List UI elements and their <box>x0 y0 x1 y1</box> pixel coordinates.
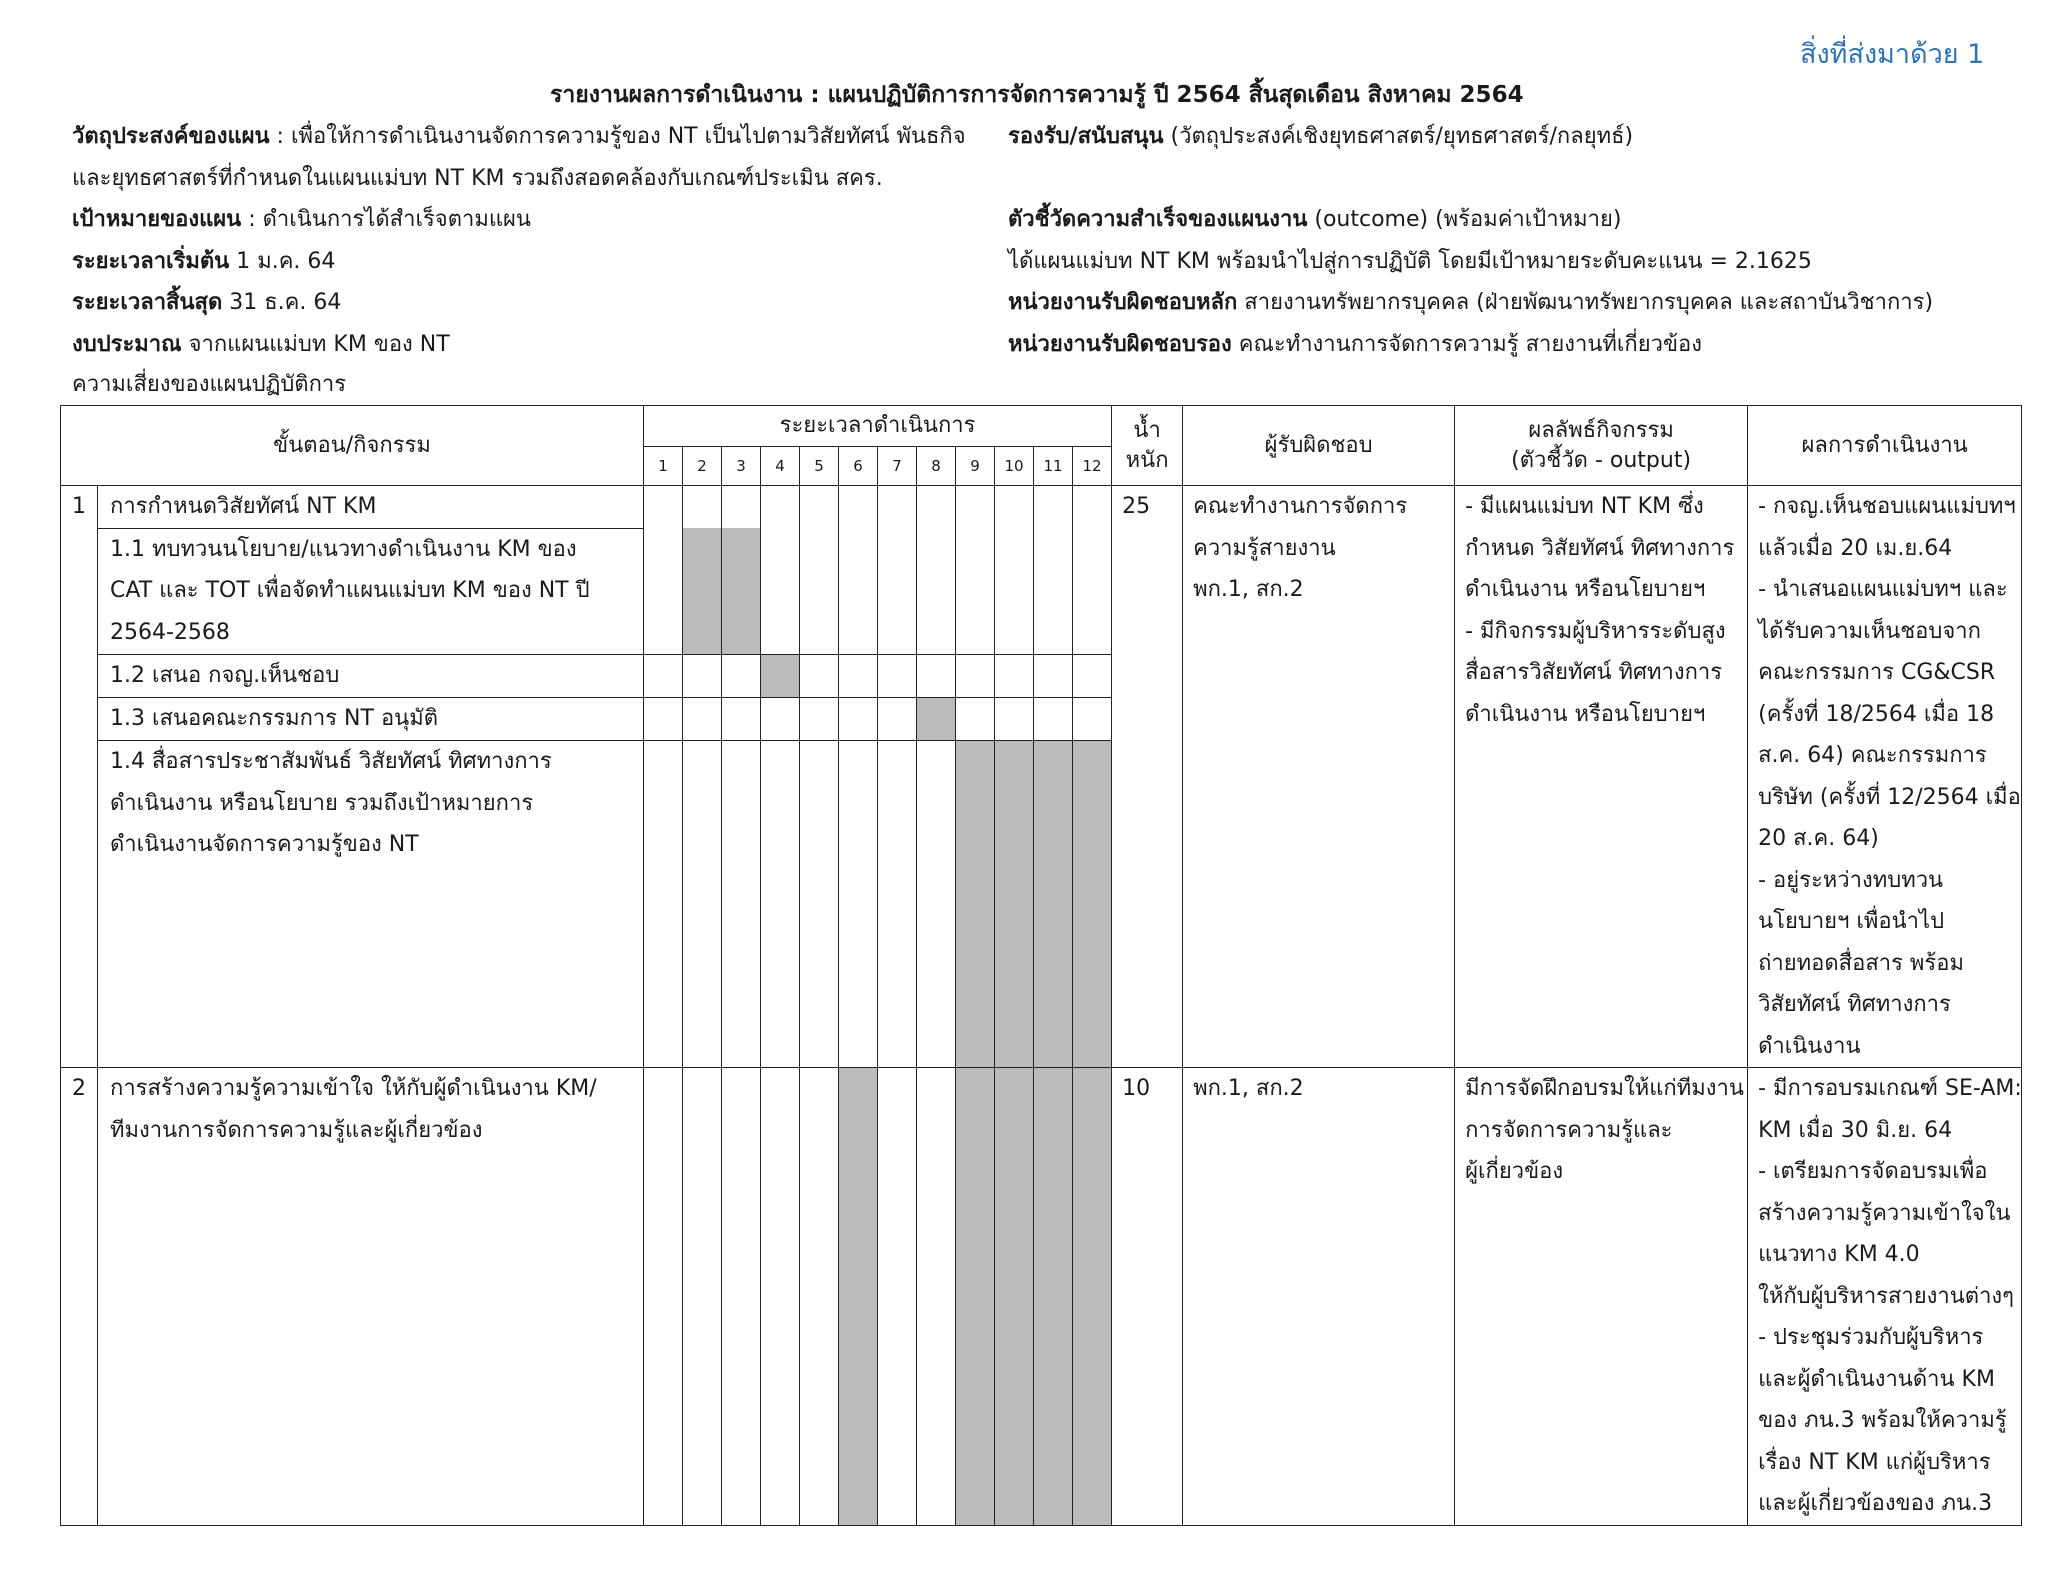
month-cell <box>956 486 995 529</box>
month-cell <box>761 741 800 1068</box>
result-line: แนวทาง KM 4.0 <box>1758 1242 1920 1267</box>
result-line: - เตรียมการจัดอบรมเพื่อ <box>1758 1159 1988 1184</box>
month-cell <box>1034 655 1073 698</box>
output-line: สื่อสารวิสัยทัศน์ ทิศทางการ <box>1465 660 1723 685</box>
owner-cell <box>1183 486 1455 1068</box>
budget-line <box>72 330 450 360</box>
output-line: ดำเนินงาน หรือนโยบายฯ <box>1465 577 1706 602</box>
month-cell <box>683 486 722 529</box>
page-title: รายงานผลการดำเนินงาน : แผนปฏิบัติการการจัดการความรู้ ปี 2564 สิ้นสุดเดือน สิงหาคม 2564 <box>550 82 1524 108</box>
result-cell <box>1748 486 2022 1068</box>
month-cell <box>878 1068 917 1526</box>
month-cell <box>839 698 878 741</box>
month-cell <box>917 741 956 1068</box>
month-cell-active <box>1034 1068 1073 1526</box>
budget-text: จากแผนแม่บท KM ของ NT <box>181 332 450 357</box>
month-cell <box>761 1068 800 1526</box>
result-line: (ครั้งที่ 18/2564 เมื่อ 18 <box>1758 701 1995 727</box>
budget-label: งบประมาณ <box>72 332 182 357</box>
month-cell <box>956 528 995 655</box>
col-weight-line-2: หนัก <box>1125 447 1169 473</box>
month-header: 10 <box>995 447 1034 486</box>
month-header: 4 <box>761 447 800 486</box>
result-line: - ประชุมร่วมกับผู้บริหาร <box>1758 1325 1984 1350</box>
month-cell <box>722 1068 761 1526</box>
output-line: - มีกิจกรรมผู้บริหารระดับสูง <box>1465 618 1726 644</box>
month-cell <box>995 655 1034 698</box>
month-cell-active <box>995 741 1034 1068</box>
result-line: คณะกรรมการ CG&CSR <box>1758 660 1996 685</box>
month-cell <box>878 486 917 529</box>
result-line: วิสัยทัศน์ ทิศทางการ <box>1758 992 1951 1017</box>
result-line: ถ่ายทอดสื่อสาร พร้อม <box>1758 950 1964 976</box>
support-label: รองรับ/สนับสนุน <box>1008 124 1164 149</box>
output-line: - มีแผนแม่บท NT KM ซึ่ง <box>1465 494 1704 519</box>
month-cell <box>683 655 722 698</box>
output-line: กำหนด วิสัยทัศน์ ทิศทางการ <box>1465 535 1735 561</box>
objective-line <box>72 122 966 152</box>
result-line: ส.ค. 64) คณะกรรมการ <box>1758 743 1987 768</box>
month-cell <box>644 655 683 698</box>
col-steps-header: ขั้นตอน/กิจกรรม <box>61 406 644 486</box>
result-line: ให้กับผู้บริหารสายงานต่างๆ <box>1758 1283 2014 1309</box>
month-cell <box>683 1068 722 1526</box>
main-unit-label: หน่วยงานรับผิดชอบหลัก <box>1008 290 1238 315</box>
weight-cell: 10 <box>1112 1068 1183 1526</box>
month-header: 1 <box>644 447 683 486</box>
month-cell <box>761 528 800 655</box>
month-cell-active <box>839 1068 878 1526</box>
month-cell-active <box>722 528 761 655</box>
end-line <box>72 288 341 318</box>
month-cell <box>1073 528 1112 655</box>
month-cell <box>1073 698 1112 741</box>
sub-unit-label: หน่วยงานรับผิดชอบรอง <box>1008 332 1232 357</box>
month-cell <box>800 486 839 529</box>
result-line: และผู้เกี่ยวข้องของ ภน.3 <box>1758 1491 1993 1516</box>
month-cell <box>1073 486 1112 529</box>
month-cell <box>1073 655 1112 698</box>
output-line: ผู้เกี่ยวข้อง <box>1465 1159 1564 1184</box>
month-cell <box>761 698 800 741</box>
month-cell <box>878 741 917 1068</box>
sub-activity-line: 1.1 ทบทวนนโยบาย/แนวทางดำเนินงาน KM ของ <box>110 536 577 562</box>
result-line: - กจญ.เห็นชอบแผนแม่บทฯ <box>1758 494 2016 519</box>
row-number: 2 <box>61 1068 98 1526</box>
sub-activity-cell <box>98 741 644 1068</box>
month-cell <box>800 741 839 1068</box>
result-line: 20 ส.ค. 64) <box>1758 826 1879 851</box>
month-header: 7 <box>878 447 917 486</box>
month-cell-active <box>995 1068 1034 1526</box>
result-line: - มีการอบรมเกณฑ์ SE-AM: <box>1758 1076 2022 1101</box>
month-cell <box>800 655 839 698</box>
end-text: 31 ธ.ค. 64 <box>222 290 342 315</box>
table-row <box>61 1068 2022 1526</box>
month-cell <box>917 1068 956 1526</box>
month-cell <box>800 698 839 741</box>
month-cell <box>839 655 878 698</box>
result-line: ของ ภน.3 พร้อมให้ความรู้ <box>1758 1408 2007 1433</box>
plan-table <box>60 405 2022 1526</box>
kpi-line <box>1008 205 1621 235</box>
start-text: 1 ม.ค. 64 <box>229 249 336 274</box>
sub-activity-cell: 1.2 เสนอ กจญ.เห็นชอบ <box>98 655 644 698</box>
output-cell <box>1455 486 1748 1068</box>
owner-line: ความรู้สายงาน <box>1193 535 1336 561</box>
owner-line: พก.1, สก.2 <box>1193 1076 1304 1101</box>
month-cell <box>917 486 956 529</box>
table-header-row <box>61 406 2022 447</box>
month-cell-active <box>956 1068 995 1526</box>
month-cell <box>917 528 956 655</box>
result-line: นโยบายฯ เพื่อนำไป <box>1758 909 1945 934</box>
month-cell <box>839 528 878 655</box>
month-cell <box>1034 528 1073 655</box>
sub-activity-line: ดำเนินงาน หรือนโยบาย รวมถึงเป้าหมายการ <box>110 790 534 816</box>
result-line: KM เมื่อ 30 มิ.ย. 64 <box>1758 1117 1953 1143</box>
month-cell-active <box>917 698 956 741</box>
result-line: ดำเนินงาน <box>1758 1033 1861 1059</box>
result-line: และผู้ดำเนินงานด้าน KM <box>1758 1366 1995 1392</box>
month-cell <box>839 741 878 1068</box>
month-header: 11 <box>1034 447 1073 486</box>
weight-cell: 25 <box>1112 486 1183 1068</box>
activity-line: การสร้างความรู้ความเข้าใจ ให้กับผู้ดำเนินงาน KM/ <box>110 1076 597 1101</box>
month-cell <box>878 655 917 698</box>
result-cell <box>1748 1068 2022 1526</box>
start-line <box>72 247 335 277</box>
output-cell <box>1455 1068 1748 1526</box>
month-cell <box>995 486 1034 529</box>
month-cell <box>956 698 995 741</box>
result-line: แล้วเมื่อ 20 เม.ย.64 <box>1758 535 1953 561</box>
sub-activity-cell: 1.3 เสนอคณะกรรมการ NT อนุมัติ <box>98 698 644 741</box>
sub-activity-line: 1.4 สื่อสารประชาสัมพันธ์ วิสัยทัศน์ ทิศทางการ <box>110 749 552 774</box>
month-cell <box>761 486 800 529</box>
month-cell-active <box>1073 741 1112 1068</box>
month-header: 8 <box>917 447 956 486</box>
sub-activity-line: ดำเนินงานจัดการความรู้ของ NT <box>110 832 419 857</box>
activity-cell: การกำหนดวิสัยทัศน์ NT KM <box>98 486 644 529</box>
month-header: 5 <box>800 447 839 486</box>
result-line: เรื่อง NT KM แก่ผู้บริหาร <box>1758 1449 1991 1475</box>
support-text: (วัตถุประสงค์เชิงยุทธศาสตร์/ยุทธศาสตร์/กลยุทธ์) <box>1163 124 1634 149</box>
end-label: ระยะเวลาสิ้นสุด <box>72 290 223 315</box>
month-cell-active <box>683 528 722 655</box>
month-cell <box>722 655 761 698</box>
sub-unit-text: คณะทำงานการจัดการความรู้ สายงานที่เกี่ยวข้อง <box>1231 332 1702 357</box>
sub-activity-line: CAT และ TOT เพื่อจัดทำแผนแม่บท KM ของ NT ปี <box>110 578 590 603</box>
goal-label: เป้าหมายของแผน <box>72 207 242 232</box>
sub-unit-line <box>1008 330 1702 360</box>
month-cell <box>644 741 683 1068</box>
kpi-line-2: ได้แผนแม่บท NT KM พร้อมนำไปสู่การปฏิบัติ โดยมีเป้าหมายระดับคะแนน = 2.1625 <box>1008 249 1812 274</box>
month-cell <box>683 698 722 741</box>
support-line <box>1008 122 1633 152</box>
owner-line: คณะทำงานการจัดการ <box>1193 494 1408 519</box>
month-cell-active <box>1034 741 1073 1068</box>
risk-line: ความเสี่ยงของแผนปฏิบัติการ <box>72 372 347 397</box>
month-cell <box>644 698 683 741</box>
month-cell-active <box>1073 1068 1112 1526</box>
output-line: มีการจัดฝึกอบรมให้แก่ทีมงาน <box>1465 1076 1744 1101</box>
row-number: 1 <box>61 486 98 1068</box>
output-line: ดำเนินงาน หรือนโยบายฯ <box>1465 701 1706 727</box>
col-output-line-1: ผลลัพธ์กิจกรรม <box>1528 417 1674 443</box>
output-line: การจัดการความรู้และ <box>1465 1117 1673 1143</box>
col-output-header <box>1455 406 1748 486</box>
activity-line: ทีมงานการจัดการความรู้และผู้เกี่ยวข้อง <box>110 1117 483 1143</box>
month-cell <box>722 698 761 741</box>
month-cell <box>800 528 839 655</box>
month-header: 12 <box>1073 447 1112 486</box>
owner-cell <box>1183 1068 1455 1526</box>
table-row <box>61 486 2022 529</box>
goal-text: : ดำเนินการได้สำเร็จตามแผน <box>241 207 531 232</box>
result-line: - อยู่ระหว่างทบทวน <box>1758 867 1944 893</box>
col-weight-line-1: น้ำ <box>1133 417 1161 443</box>
col-owner-header: ผู้รับผิดชอบ <box>1183 406 1455 486</box>
result-line: ได้รับความเห็นชอบจาก <box>1758 618 1981 644</box>
owner-line: พก.1, สก.2 <box>1193 577 1304 602</box>
month-cell <box>644 486 683 529</box>
month-cell <box>644 528 683 655</box>
attachment-label: สิ่งที่ส่งมาด้วย 1 <box>1800 39 1985 70</box>
sub-activity-line: 2564-2568 <box>110 619 230 645</box>
main-unit-line <box>1008 288 1933 318</box>
month-cell-active <box>761 655 800 698</box>
month-cell <box>683 741 722 1068</box>
result-line: สร้างความรู้ความเข้าใจใน <box>1758 1200 2011 1226</box>
result-line: บริษัท (ครั้งที่ 12/2564 เมื่อ <box>1758 784 2021 810</box>
month-cell <box>878 698 917 741</box>
month-cell <box>878 528 917 655</box>
activity-cell <box>98 1068 644 1526</box>
month-cell <box>800 1068 839 1526</box>
main-unit-text: สายงานทรัพยากรบุคคล (ฝ่ายพัฒนาทรัพยากรบุคคล และสถาบันวิชาการ) <box>1237 290 1934 315</box>
col-weight-header <box>1112 406 1183 486</box>
col-output-line-2: (ตัวชี้วัด - output) <box>1511 447 1692 473</box>
month-cell-active <box>956 741 995 1068</box>
month-header: 2 <box>683 447 722 486</box>
month-cell <box>956 655 995 698</box>
objective-text: : เพื่อให้การดำเนินงานจัดการความรู้ของ NT เป็นไปตามวิสัยทัศน์ พันธกิจ <box>269 124 966 149</box>
month-cell <box>722 486 761 529</box>
month-cell <box>722 741 761 1068</box>
objective-line-2: และยุทธศาสตร์ที่กำหนดในแผนแม่บท NT KM รวมถึงสอดคล้องกับเกณฑ์ประเมิน สคร. <box>72 166 883 191</box>
month-header: 6 <box>839 447 878 486</box>
month-cell <box>995 528 1034 655</box>
col-period-header: ระยะเวลาดำเนินการ <box>644 406 1112 447</box>
month-cell <box>644 1068 683 1526</box>
start-label: ระยะเวลาเริ่มต้น <box>72 249 230 274</box>
month-cell <box>839 486 878 529</box>
result-line: - นำเสนอแผนแม่บทฯ และ <box>1758 577 2008 602</box>
kpi-text: (outcome) (พร้อมค่าเป้าหมาย) <box>1307 207 1622 232</box>
objective-label: วัตถุประสงค์ของแผน <box>72 124 270 149</box>
month-cell <box>1034 486 1073 529</box>
month-header: 3 <box>722 447 761 486</box>
goal-line <box>72 205 531 235</box>
month-cell <box>1034 698 1073 741</box>
kpi-label: ตัวชี้วัดความสำเร็จของแผนงาน <box>1008 207 1308 232</box>
month-cell <box>995 698 1034 741</box>
month-cell <box>917 655 956 698</box>
sub-activity-cell <box>98 528 644 655</box>
col-result-header: ผลการดำเนินงาน <box>1748 406 2022 486</box>
month-header: 9 <box>956 447 995 486</box>
